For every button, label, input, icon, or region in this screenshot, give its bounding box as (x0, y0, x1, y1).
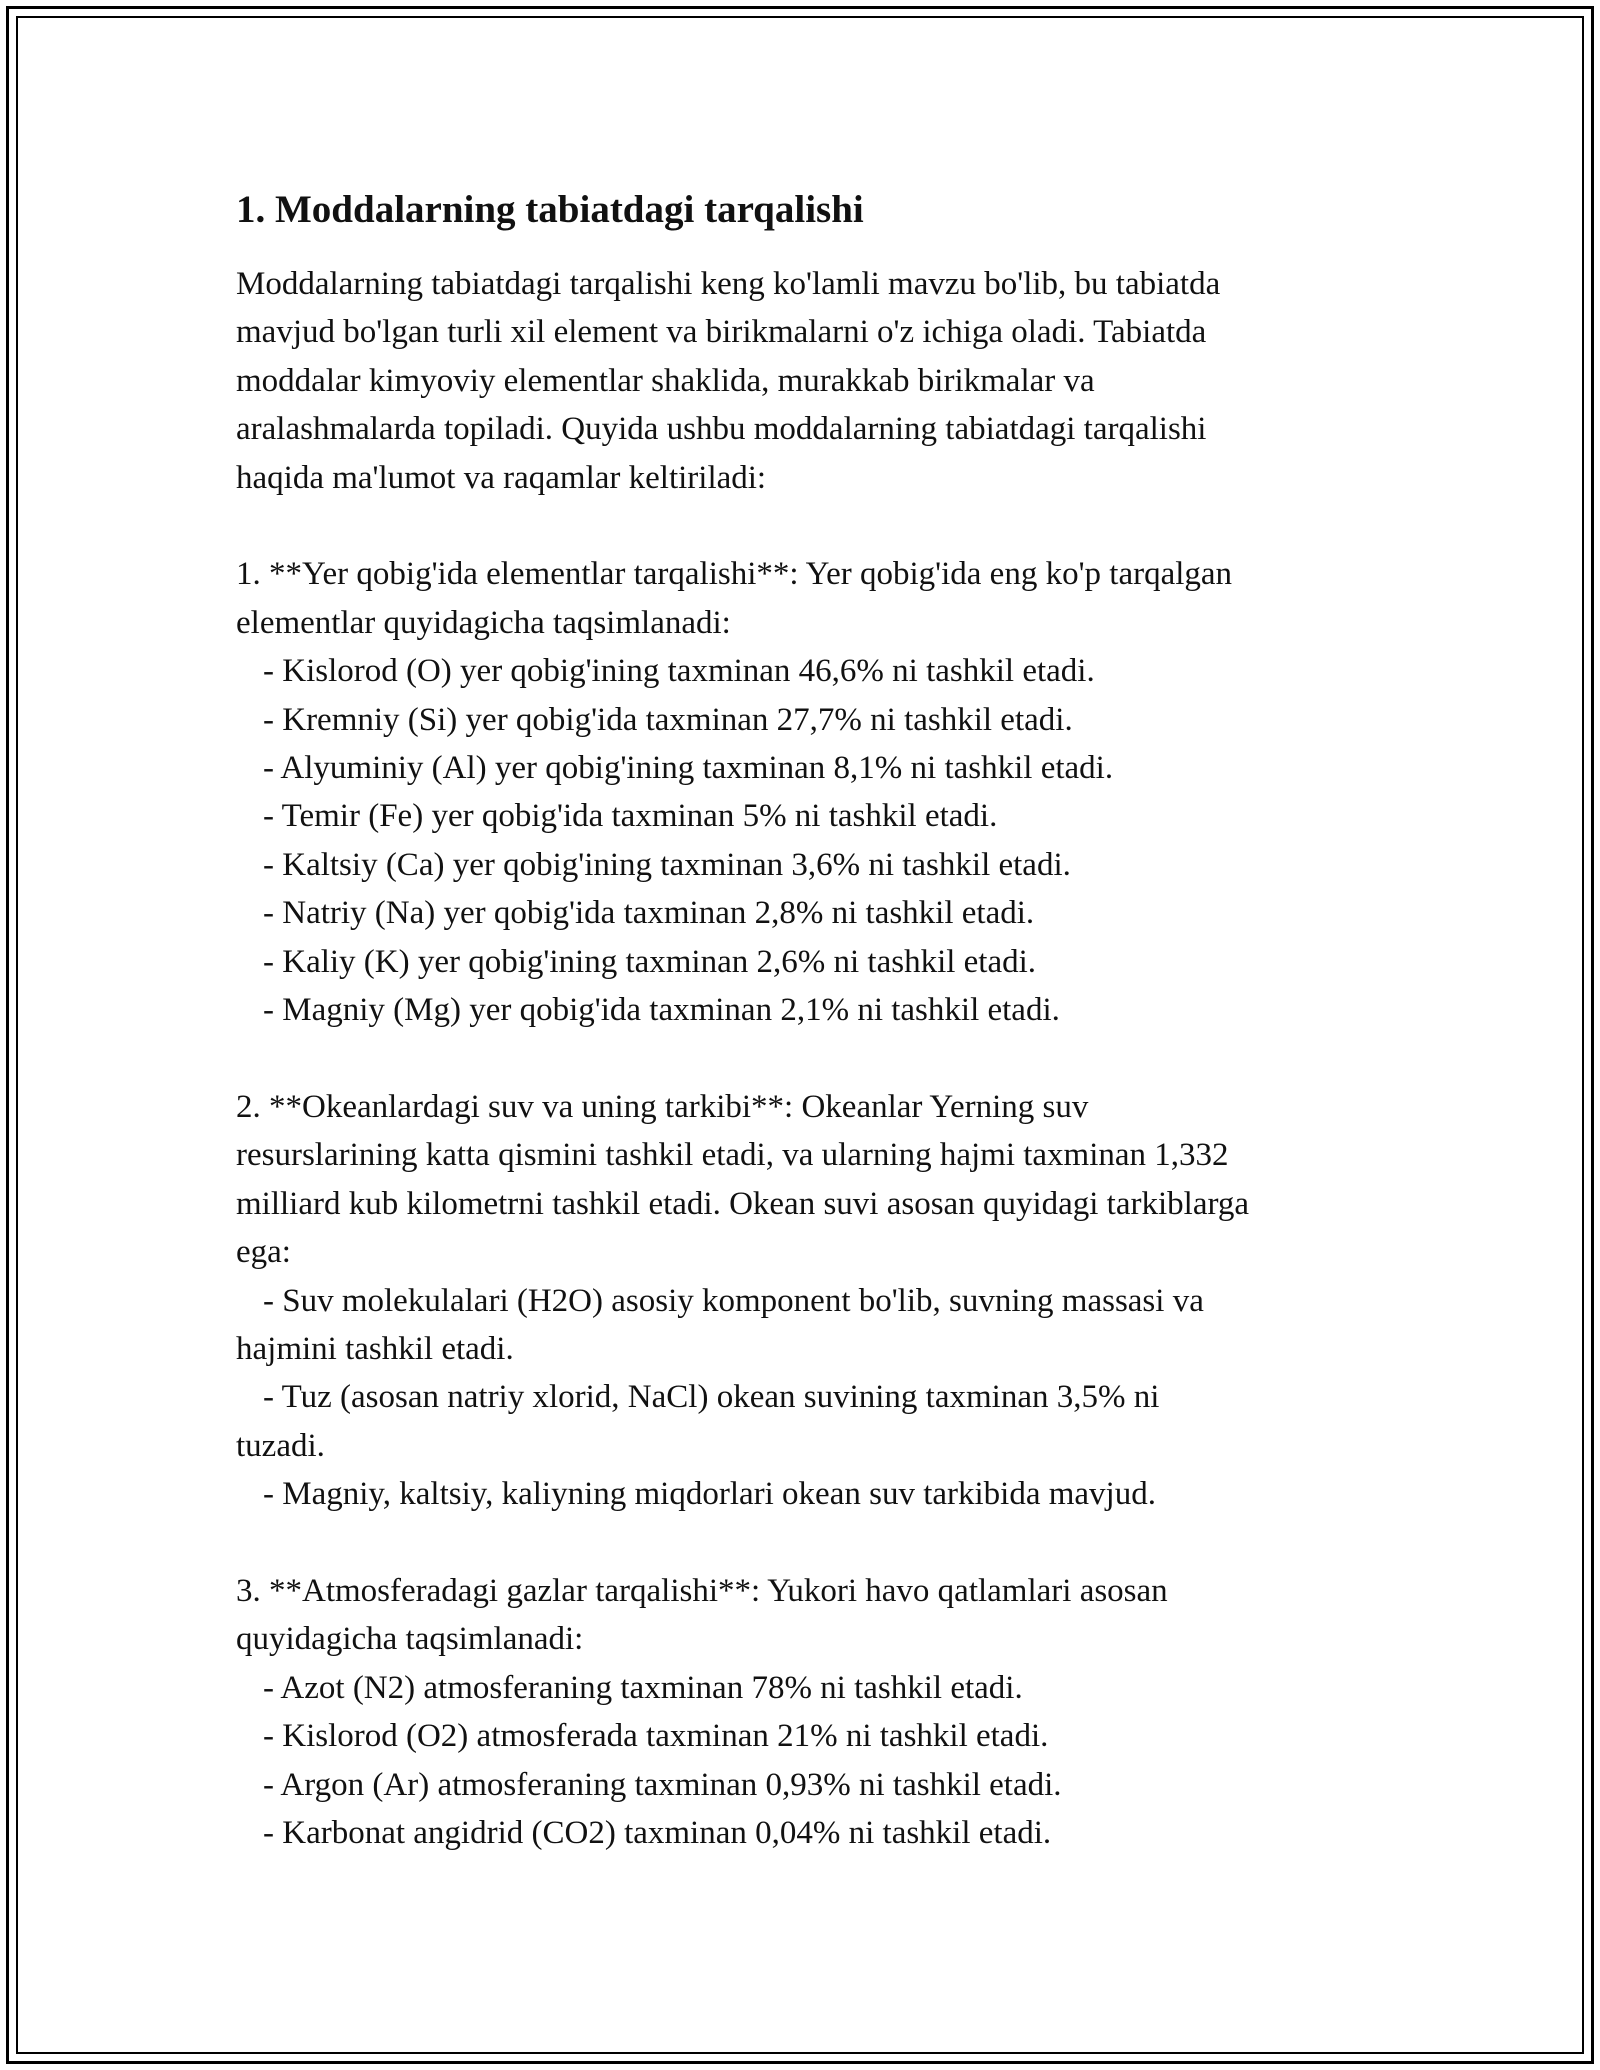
paragraph-gap (236, 1519, 1366, 1567)
list-item: - Kaliy (K) yer qobig'ining taxminan 2,6% ni tashkil etadi. (263, 943, 1037, 980)
list-item: - Kislorod (O2) atmosferada taxminan 21% ni tashkil etadi. (263, 1718, 1049, 1755)
paragraph-gap (236, 502, 1366, 550)
section-heading-line: ega: (236, 1234, 291, 1271)
section-heading-line: resurslarining katta qismini tashkil etadi, va ularning hajmi taxminan 1,332 (236, 1137, 1229, 1174)
list-item: - Karbonat angidrid (CO2) taxminan 0,04% ni tashkil etadi. (263, 1814, 1052, 1851)
section-heading-line: elementlar quyidagicha taqsimlanadi: (236, 604, 731, 641)
list-item: - Natriy (Na) yer qobig'ida taxminan 2,8% ni tashkil etadi. (263, 895, 1035, 932)
intro-line: Moddalarning tabiatdagi tarqalishi keng ko'lamli mavzu bo'lib, bu tabiatda (236, 266, 1221, 302)
paragraph-gap (236, 1034, 1366, 1082)
list-item: - Magniy (Mg) yer qobig'ida taxminan 2,1% ni tashkil etadi. (263, 992, 1060, 1029)
intro-line: mavjud bo'lgan turli xil element va birikmalarni o'z ichiga oladi. Tabiatda (236, 314, 1207, 351)
section-heading-line: 1. **Yer qobig'ida elementlar tarqalishi**: Yer qobig'ida eng ko'p tarqalgan (236, 556, 1233, 593)
intro-line: aralashmalarda topiladi. Quyida ushbu moddalarning tabiatdagi tarqalishi (236, 411, 1207, 448)
section-heading-line: quyidagicha taqsimlanadi: (236, 1621, 584, 1658)
list-item: - Argon (Ar) atmosferaning taxminan 0,93% ni tashkil etadi. (263, 1766, 1062, 1803)
list-item: - Kislorod (O) yer qobig'ining taxminan 46,6% ni tashkil etadi. (263, 653, 1095, 690)
list-item: - Kaltsiy (Ca) yer qobig'ining taxminan 3,6% ni tashkil etadi. (263, 846, 1071, 883)
section-oceans (236, 1083, 1366, 1519)
section-heading-line: 2. **Okeanlardagi suv va uning tarkibi**: Okeanlar Yerning suv (236, 1088, 1089, 1125)
intro-line: haqida ma'lumot va raqamlar keltiriladi: (236, 459, 767, 496)
section-earth-crust (236, 550, 1366, 1034)
section-heading-line: milliard kub kilometrni tashkil etadi. Okean suvi asosan quyidagi tarkiblarga (236, 1185, 1250, 1222)
intro-line: moddalar kimyoviy elementlar shaklida, murakkab birikmalar va (236, 362, 1095, 399)
list-item: - Kremniy (Si) yer qobig'ida taxminan 27,7% ni tashkil etadi. (263, 701, 1073, 738)
list-item: - Tuz (asosan natriy xlorid, NaCl) okean suvining taxminan 3,5% ni (263, 1379, 1160, 1416)
list-item-continuation: tuzadi. (236, 1427, 325, 1464)
list-item-continuation: hajmini tashkil etadi. (236, 1330, 514, 1367)
document-title: 1. Moddalarning tabiatdagi tarqalishi (236, 188, 864, 231)
list-item: - Magniy, kaltsiy, kaliyning miqdorlari okean suv tarkibida mavjud. (263, 1476, 1156, 1513)
list-item: - Suv molekulalari (H2O) asosiy komponent bo'lib, suvning massasi va (263, 1282, 1204, 1319)
document-body (236, 186, 1366, 1857)
list-item: - Alyuminiy (Al) yer qobig'ining taxminan 8,1% ni tashkil etadi. (263, 750, 1114, 787)
section-atmosphere (236, 1567, 1366, 1857)
section-heading-line: 3. **Atmosferadagi gazlar tarqalishi**: Yukori havo qatlamlari asosan (236, 1572, 1168, 1609)
intro-paragraph (236, 260, 1366, 502)
list-item: - Temir (Fe) yer qobig'ida taxminan 5% ni tashkil etadi. (263, 798, 998, 835)
list-item: - Azot (N2) atmosferaning taxminan 78% ni tashkil etadi. (263, 1669, 1023, 1706)
